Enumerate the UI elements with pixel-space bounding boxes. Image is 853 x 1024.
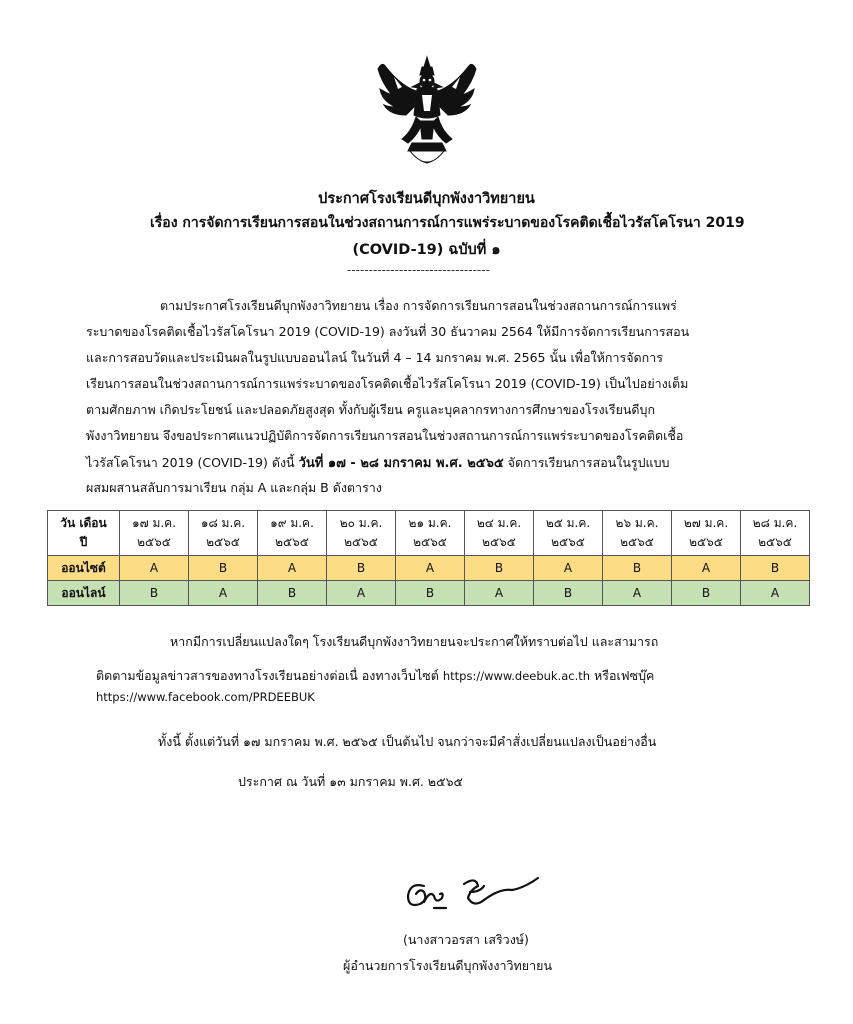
online-group-cell: A: [603, 581, 672, 606]
signer-name: (นางสาวอรสา เสริวงษ์): [403, 932, 529, 947]
date-day: ๑๘ ม.ค.: [200, 516, 246, 530]
corner-cell: [48, 511, 120, 556]
date-day: ๒๑ ม.ค.: [408, 516, 452, 530]
date-year: ๒๕๖๕: [137, 535, 171, 549]
body-line-4: เรียนการสอนในช่วงสถานการณ์การแพร่ระบาดของโรคติดเชื้อไวรัสโคโรนา 2019 (COVID-19) เป็นไปอย่างเต็ม: [86, 376, 689, 391]
announcement-date: ประกาศ ณ วันที่ ๑๓ มกราคม พ.ศ. ๒๕๖๕: [238, 774, 463, 789]
date-header: [603, 511, 672, 556]
corner-year-label: ปี: [79, 535, 88, 549]
onsite-group-cell: A: [258, 556, 327, 581]
body-line-7: [86, 452, 669, 473]
date-year: ๒๕๖๕: [275, 535, 309, 549]
date-day: ๒๐ ม.ค.: [339, 516, 383, 530]
body-line-1: ตามประกาศโรงเรียนดีบุกพังงาวิทยายน เรื่อง การจัดการเรียนการสอนในช่วงสถานการณ์การแพร่: [160, 298, 677, 313]
announcement-title: ประกาศโรงเรียนดีบุกพังงาวิทยายน: [318, 191, 535, 207]
date-year: ๒๕๖๕: [206, 535, 240, 549]
online-group-cell: B: [258, 581, 327, 606]
notice-line-2-pre: ติดตามข้อมูลข่าวสารของทางโรงเรียนอย่างต่อเนื่ องทางเว็บไซต์: [96, 668, 443, 683]
online-group-cell: A: [327, 581, 396, 606]
onsite-group-cell: A: [396, 556, 465, 581]
online-group-cell: B: [672, 581, 741, 606]
onsite-group-cell: A: [672, 556, 741, 581]
online-group-cell: A: [741, 581, 810, 606]
online-group-cell: B: [534, 581, 603, 606]
website-link[interactable]: https://www.deebuk.ac.th: [442, 669, 591, 683]
signature: [400, 872, 550, 917]
notice-line-2-post: หรือเฟซบุ๊ค: [590, 668, 655, 683]
notice-line-1: หากมีการเปลี่ยนแปลงใดๆ โรงเรียนดีบุกพังงาวิทยายนจะประกาศให้ทราบต่อไป และสามารถ: [170, 634, 659, 649]
date-year: ๒๕๖๕: [482, 535, 516, 549]
signer-position: ผู้อำนวยการโรงเรียนดีบุกพังงาวิทยายน: [343, 958, 552, 973]
date-day: ๒๖ ม.ค.: [615, 516, 659, 530]
notice-line-2: [96, 666, 654, 686]
body-line-7-post: จัดการเรียนการสอนในรูปแบบ: [503, 455, 670, 470]
body-line-2: ระบาดของโรคติดเชื้อไวรัสโคโรนา 2019 (COVID-19) ลงวันที่ 30 ธันวาคม 2564 ให้มีการจัดการเรียนการสอน: [86, 324, 690, 339]
date-header: [465, 511, 534, 556]
schedule-dates-bold: วันที่ ๑๗ - ๒๘ มกราคม พ.ศ. ๒๕๖๕: [298, 456, 504, 471]
body-line-7-pre: ไวรัสโคโรนา 2019 (COVID-19) ดังนี้: [86, 455, 299, 470]
date-year: ๒๕๖๕: [344, 535, 378, 549]
corner-date-label: วัน เดือน: [60, 516, 107, 530]
date-day: ๑๙ ม.ค.: [270, 516, 314, 530]
garuda-emblem: [372, 55, 482, 170]
date-day: ๒๘ ม.ค.: [752, 516, 798, 530]
schedule-table: [47, 510, 810, 606]
date-day: ๒๔ ม.ค.: [476, 516, 522, 530]
onsite-group-cell: B: [465, 556, 534, 581]
onsite-group-cell: B: [741, 556, 810, 581]
online-group-cell: B: [396, 581, 465, 606]
online-row: [48, 581, 810, 606]
date-header: [672, 511, 741, 556]
onsite-group-cell: B: [327, 556, 396, 581]
online-group-cell: B: [120, 581, 189, 606]
date-header: [741, 511, 810, 556]
online-group-cell: A: [465, 581, 534, 606]
date-header: [327, 511, 396, 556]
date-year: ๒๕๖๕: [413, 535, 447, 549]
date-header: [189, 511, 258, 556]
body-line-5: ตามศักยภาพ เกิดประโยชน์ และปลอดภัยสูงสุด ทั้งกับผู้เรียน ครูและบุคลากรทางการศึกษาของโรงเรียนดีบุก: [86, 402, 656, 417]
announcement-subject: เรื่อง การจัดการเรียนการสอนในช่วงสถานการณ์การแพร่ระบาดของโรคติดเชื้อไวรัสโคโรนา 2019: [150, 215, 745, 231]
date-day: ๑๗ ม.ค.: [131, 516, 177, 530]
onsite-group-cell: A: [120, 556, 189, 581]
onsite-row: [48, 556, 810, 581]
onsite-group-cell: B: [189, 556, 258, 581]
online-label: ออนไลน์: [48, 581, 120, 606]
body-line-8: ผสมผสานสลับการมาเรียน กลุ่ม A และกลุ่ม B ดังตาราง: [86, 480, 382, 495]
onsite-label: ออนไซต์: [48, 556, 120, 581]
online-group-cell: A: [189, 581, 258, 606]
effective-date-statement: ทั้งนี้ ตั้งแต่วันที่ ๑๗ มกราคม พ.ศ. ๒๕๖๕ เป็นต้นไป จนกว่าจะมีคำสั่งเปลี่ยนแปลงเป็นอย่างอื่น: [158, 734, 657, 749]
date-year: ๒๕๖๕: [620, 535, 654, 549]
table-header-row: [48, 511, 810, 556]
date-year: ๒๕๖๕: [551, 535, 585, 549]
onsite-group-cell: B: [603, 556, 672, 581]
onsite-group-cell: A: [534, 556, 603, 581]
date-header: [534, 511, 603, 556]
divider: ---------------------------------: [347, 263, 490, 277]
date-year: ๒๕๖๕: [758, 535, 792, 549]
date-header: [396, 511, 465, 556]
body-line-6: พังงาวิทยายน จึงขอประกาศแนวปฏิบัติการจัดการเรียนการสอนในช่วงสถานการณ์การแพร่ระบาดของโรคติดเชื้อ: [86, 428, 684, 443]
announcement-subject-continued: (COVID-19) ฉบับที่ ๑: [352, 242, 501, 258]
date-day: ๒๗ ม.ค.: [683, 516, 729, 530]
date-header: [258, 511, 327, 556]
body-line-3: และการสอบวัดและประเมินผลในรูปแบบออนไลน์ ในวันที่ 4 – 14 มกราคม พ.ศ. 2565 นั้น เพื่อให้การจัดการ: [86, 350, 663, 365]
date-header: [120, 511, 189, 556]
date-year: ๒๕๖๕: [689, 535, 723, 549]
facebook-link[interactable]: https://www.facebook.com/PRDEEBUK: [96, 690, 315, 704]
date-day: ๒๕ ม.ค.: [545, 516, 591, 530]
